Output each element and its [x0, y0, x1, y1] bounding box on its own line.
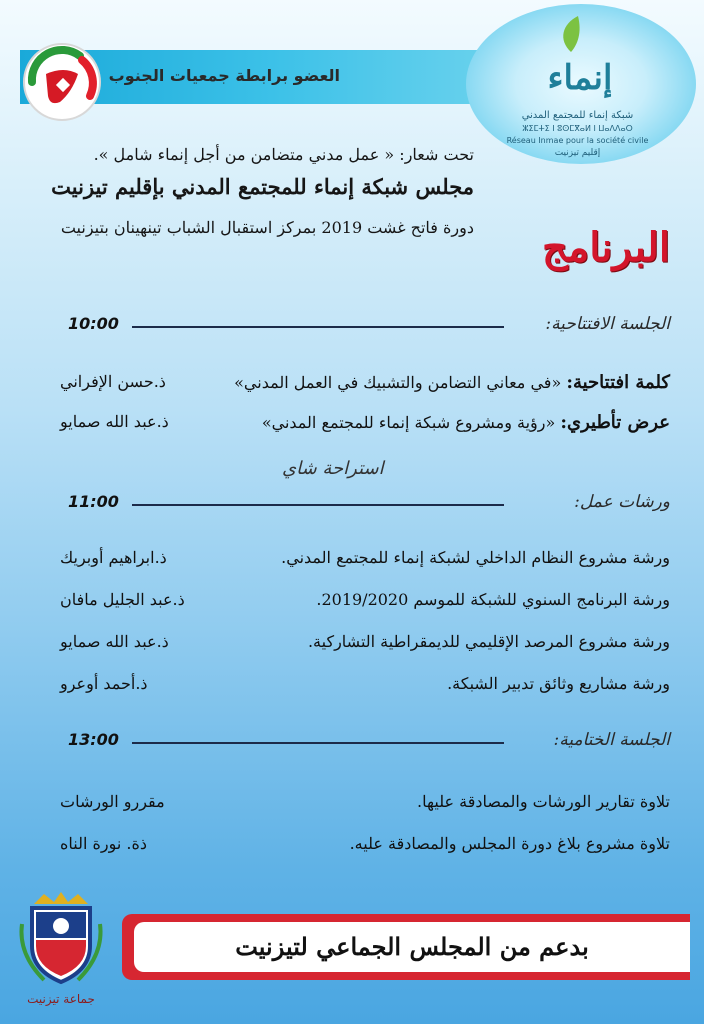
section-workshops-label: ورشات عمل: — [574, 492, 670, 512]
section-divider — [132, 742, 504, 744]
section-opening-label: الجلسة الافتتاحية: — [545, 314, 670, 334]
member-text: العضو برابطة جمعيات الجنوب — [108, 66, 340, 85]
logo-subtitle-region: إقليم تيزنيت — [554, 148, 601, 158]
logo-subtitle-french: Réseau Inmae pour la société civile — [506, 136, 649, 145]
opening-item — [234, 372, 670, 393]
section-divider — [132, 504, 504, 506]
item-label: كلمة افتتاحية: — [566, 372, 670, 393]
item-speaker: مقررو الورشات — [60, 792, 165, 811]
section-workshops-time: 11:00 — [68, 492, 119, 511]
support-banner: بدعم من المجلس الجماعي لتيزنيت — [134, 922, 690, 972]
item-speaker: ذ.حسن الإفراني — [60, 372, 166, 391]
item-text: «رؤية ومشروع شبكة إنماء للمجتمع المدني» — [261, 413, 556, 432]
closing-item: تلاوة تقارير الورشات والمصادقة عليها. — [417, 792, 670, 811]
item-speaker: ذ.عبد الله صمايو — [60, 412, 169, 431]
section-divider — [132, 326, 504, 328]
item-label: عرض تأطيري: — [560, 412, 670, 433]
association-logo-icon — [20, 40, 104, 124]
slogan: تحت شعار: « عمل مدني متضامن من أجل إنماء شامل ». — [93, 145, 474, 164]
logo-subtitle-tifinagh: ⵣⵉⵎⵜⵉ ⵏ ⵓⵙⵎⴳⴰⵍ ⵏ ⵡⴰⴷⴷⴰⵔ — [522, 124, 633, 133]
opening-item — [262, 412, 670, 433]
tea-break: استراحة شاي — [282, 458, 384, 479]
tiznit-emblem-icon — [14, 884, 108, 994]
item-speaker: ذ.عبد الله صمايو — [60, 632, 169, 651]
section-closing-label: الجلسة الختامية: — [553, 730, 670, 750]
item-speaker: ذ.أحمد أوعرو — [60, 674, 148, 693]
workshop-item: ورشة مشروع النظام الداخلي لشبكة إنماء للمجتمع المدني. — [281, 548, 670, 567]
section-opening-time: 10:00 — [68, 314, 119, 333]
item-speaker: ذ.عبد الجليل مافان — [60, 590, 185, 609]
council-title: مجلس شبكة إنماء للمجتمع المدني بإقليم تيزنيت — [51, 174, 474, 199]
workshop-item: ورشة البرنامج السنوي للشبكة للموسم 2019/2020. — [316, 590, 670, 609]
session-info: دورة فاتح غشت 2019 بمركز استقبال الشباب تينهينان بتيزنيت — [60, 218, 474, 237]
item-speaker: ذ.ابراهيم أوبريك — [60, 548, 167, 567]
item-speaker: ذة. نورة الناه — [60, 834, 147, 853]
logo-subtitle-arabic: شبكة إنماء للمجتمع المدني — [521, 110, 634, 121]
leaf-icon — [556, 14, 586, 54]
logo-word: إنماء — [547, 58, 613, 98]
item-text: «في معاني التضامن والتشبيك في العمل المدني» — [234, 373, 562, 392]
emblem-caption: جماعة تيزنيت — [27, 992, 95, 1006]
closing-item: تلاوة مشروع بلاغ دورة المجلس والمصادقة عليه. — [349, 834, 670, 853]
program-title: البرنامج — [541, 224, 670, 271]
workshop-item: ورشة مشروع المرصد الإقليمي للديمقراطية التشاركية. — [307, 632, 670, 651]
section-closing-time: 13:00 — [68, 730, 119, 749]
workshop-item: ورشة مشاريع وثائق تدبير الشبكة. — [447, 674, 670, 693]
